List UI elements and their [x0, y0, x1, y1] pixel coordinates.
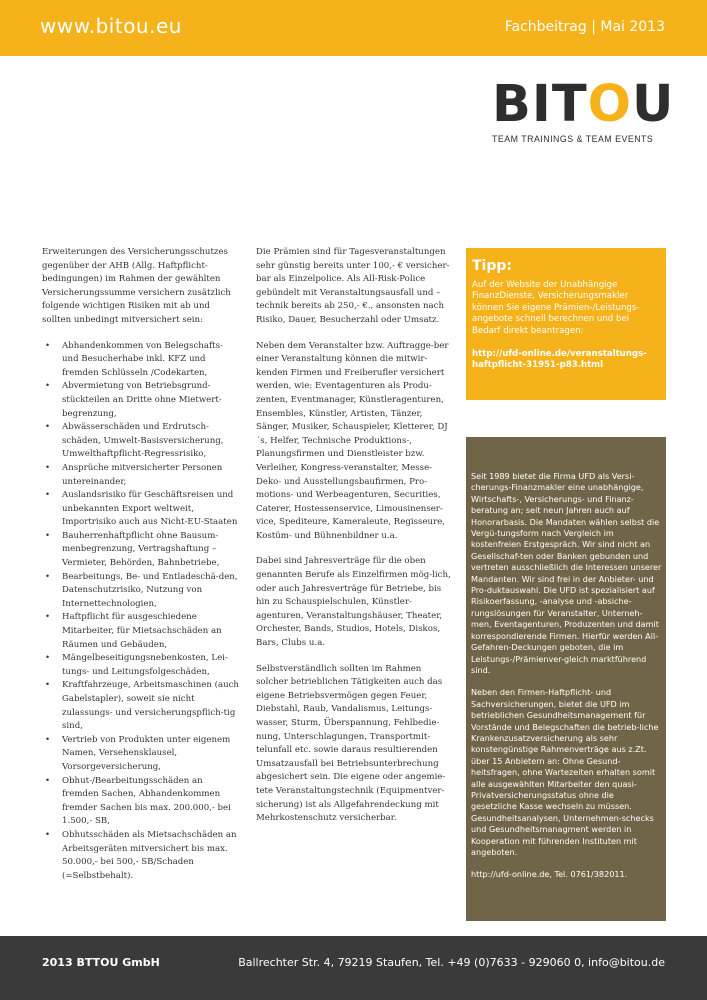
article-paragraph: Dabei sind Jahresverträge für die oben genannten Berufe als Einzelfirmen mög-lich, oder auch Jahresverträge für Betriebe, bis hin zu Schauspielschulen, Künstler-agenturen, Veranstaltungshäuser, Theater, Orchester, Bands, Studios, Hotels, Diskos, Bars, Clubs u.a. [256, 556, 451, 649]
info-paragraph: Seit 1989 bietet die Firma UFD als Versi-cherungs-Finanzmakler eine unabhängige, Wirtschafts-, Versicherungs- und Finanz-beratung an; seit neun Jahren auch auf Honorarbasis. Die Mandaten wählen selbst die Vergü-tungsform nach Vergleich im kostenfreien Erstgespräch. Wir sind nicht an Gesellschaf-ten oder Banken gebunden und vertreten ausschließlich die Interessen unserer Mandanten. Wir sind frei in der Anbieter- und Pro-duktauswahl. Die UFD ist spezialisiert auf Risikoerfassung, -analyse und -absiche-rungslösungen für Veranstalter, Unterneh-men, Eventagenturen, Produzenten und damit korrespondierende Firmen. Hierfür werden All-Gefahren-Deckungen geboten, die im Leistungs-/Prämienver-gleich marktführend sind. [471, 471, 662, 675]
risk-list [42, 340, 240, 884]
article-column-1 [42, 246, 240, 883]
list-item: • Bauherrenhaftpflicht ohne Bausum-menbegrenzung, Vertragshaftung – Vermieter, Behörden, Bahnbetriebe, [42, 530, 240, 571]
logo-wordmark: BITOU [492, 75, 675, 134]
tip-heading: Tipp: [472, 258, 512, 274]
tip-text: Auf der Website der Unabhängige FinanzDienste, Versicherungsmakler können Sie eigene Prämien-/Leistungs-angebote schnell berechnen und bei Bedarf direkt beantragen: [472, 280, 640, 336]
list-item: • Auslandsrisiko für Geschäftsreisen und unbekannten Export weltweit, Importrisiko auch aus Nicht-EU-Staaten [42, 489, 240, 530]
list-item: • Obhutsschäden als Mietsachschäden an Arbeitsgeräten mitversichert bis max. 50.000,- bei 500,- SB/Schaden (=Selbstbehalt). [42, 829, 240, 883]
list-item: • Vertrieb von Produkten unter eigenem Namen, Versehensklausel, Vorsorgeversicherung, [42, 734, 240, 775]
issue-meta: Fachbeitrag | Mai 2013 [504, 19, 665, 35]
article-paragraph: Die Prämien sind für Tagesveranstaltungen sehr günstig bereits unter 100,- € versicher-bar als Einzelpolice. Als All-Risk-Police gebündelt mit Veranstaltungsausfall und –technik bereits ab 250,- €., ansonsten nach Risiko, Dauer, Besucherzahl oder Umsatz. [256, 247, 450, 325]
list-item: • Abhandenkommen von Belegschafts- und Besucherhabe inkl. KFZ und fremden Schlüsseln /Codekarten, [42, 340, 240, 381]
article-paragraph: Neben dem Veranstalter bzw. Auftragge-ber einer Veranstaltung können die mitwir-kenden Firmen und Freiberufler versichert werden, wie: Eventagenturen als Produ-zenten, Eventmanager, Künstleragenturen, Ensembles, Künstler, Artisten, Tänzer, Sänger, Musiker, Schauspieler, Kletterer, DJ´s, Helfer, Technische Produktions-, Planungsfirmen und Dienstleister bzw. Verleiher, Kongress-veranstalter, Messe-Deko- und Ausstellungsbaufirmen, Pro-motions- und Werbeagenturen, Securities, Caterer, Hostessenservice, Limousinenser-vice, Spediteure, Kameraleute, Regisseure, Kostüm- und Bühnenbildner u.a. [256, 340, 449, 541]
footer-company: 2013 BTTOU GmbH [42, 956, 160, 969]
info-paragraph: Neben den Firmen-Haftpflicht- und Sachversicherungen, bietet die UFD im betrieblichen Gesundheitsmanagement für Vorstände und Belegschaften die betrieb-liche Krankenzusatzversicherung als sehr konstengünstige Rahmenverträge aus z.Zt. über 15 Anbietern an: Ohne Gesund-heitsfragen, ohne Wartezeiten erhalten somit alle ausgewählten Mitarbeiter den quasi-Privatversicherungsstatus ohne die gesetzliche Kasse wechseln zu müssen. Gesundheitsanalysen, Unternehmen-schecks und Gesundheitsmanagment werden in Kooperation mit führenden Instituten mit angeboten. [471, 687, 659, 857]
tip-link[interactable]: http://ufd-online.de/veranstaltungs-haftpflicht-31951-p83.html [472, 349, 647, 371]
tip-box [466, 248, 666, 400]
list-item: • Mängelbeseitigungsnebenkosten, Lei-tungs- und Leitungsfolgeschäden, [42, 652, 240, 679]
list-item: • Bearbeitungs, Be- und Entladeschä-den, Datenschutzrisiko, Nutzung von Internettechnologien, [42, 571, 240, 612]
article-column-2 [256, 246, 454, 838]
list-item: • Abwässerschäden und Erdrutsch-schäden, Umwelt-Basisversicherung, Umwelthaftpflicht-Regressrisiko, [42, 421, 240, 462]
site-url[interactable]: www.bitou.eu [40, 14, 182, 38]
list-item: • Kraftfahrzeuge, Arbeitsmaschinen (auch Gabelstapler), soweit sie nicht zulassungs- und versicherungspflich-tig sind, [42, 679, 240, 733]
list-item: • Obhut-/Bearbeitungsschäden an fremden Sachen, Abhandenkommen fremder Sachen bis max. 200.000,- bei 1.500,- SB, [42, 775, 240, 829]
company-info-box [466, 437, 666, 921]
article-paragraph: Selbstverständlich sollten im Rahmen solcher betrieblichen Tätigkeiten auch das eigene Betriebsvermögen gegen Feuer, Diebstahl, Raub, Vandalismus, Leitungs-wasser, Sturm, Überspannung, Fehlbedie-nung, Unterschlagungen, Transportmit-telunfall etc. sowie daraus resultierenden Umsatzausfall bei Betriebsunterbrechung abgesichert sein. Die eigene oder angemie-tete Veranstaltungstechnik (Equipmentver-sicherung) ist als Allgefahrendeckung mit Mehrkostenschutz versicherbar. [256, 663, 446, 824]
footer-bar [0, 936, 707, 1000]
intro-paragraph: Erweiterungen des Versicherungsschutzes gegenüber der AHB (Allg. Haftpflicht-bedingungen) im Rahmen der gewählten Versicherungssumme versichern zusätzlich folgende wichtigen Risiken mit ab und sollten unbedingt mitversichert sein: [42, 247, 231, 325]
info-contact[interactable]: http://ufd-online.de, Tel. 0761/382011. [471, 869, 628, 880]
list-item: • Haftpflicht für ausgeschiedene Mitarbeiter, für Mietsachschäden an Räumen und Gebäuden, [42, 611, 240, 652]
logo-tagline: TEAM TRAININGS & TEAM EVENTS [492, 134, 654, 144]
bitou-logo [492, 75, 675, 144]
list-item: • Ansprüche mitversicherter Personen untereinander, [42, 462, 240, 489]
header-bar [0, 0, 707, 56]
list-item: • Abvermietung von Betriebsgrund-stückteilen an Dritte ohne Mietwert-begrenzung, [42, 380, 240, 421]
footer-address: Ballrechter Str. 4, 79219 Staufen, Tel. +49 (0)7633 - 929060 0, info@bitou.de [238, 956, 665, 969]
